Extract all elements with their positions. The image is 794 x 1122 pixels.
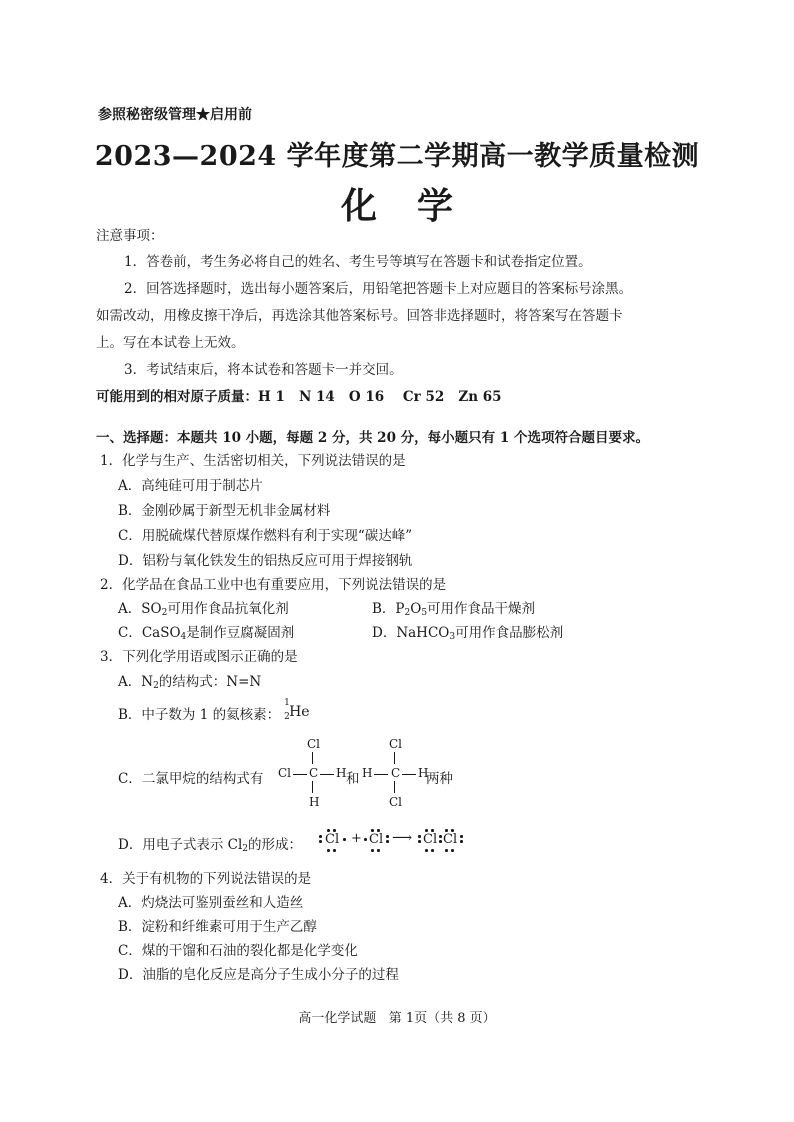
q1-stem: 1．化学与生产、生活密切相关，下列说法错误的是 [100,453,406,469]
q3-stem: 3．下列化学用语或图示正确的是 [100,649,298,665]
q3-option-c-and: 和 [346,771,360,787]
secret-label: 参照秘密级管理★启用前 [98,107,252,123]
q4-option-d: D．油脂的皂化反应是高分子生成小分子的过程 [118,967,399,983]
section-1-heading: 一、选择题：本题共 10 小题，每题 2 分，共 20 分，每小题只有 1 个选项符合题目要求。 [96,430,649,446]
q4-stem: 4．关于有机物的下列说法错误的是 [100,871,312,887]
notice-item-2-line-1: 2．回答选择题时，选出每小题答案后，用铅笔把答题卡上对应题目的答案标号涂黑。 [124,281,633,297]
dichloromethane-structure-1: Cl Cl C H H [278,737,347,809]
notice-item-3: 3．考试结束后，将本试卷和答题卡一并交回。 [124,362,403,378]
atomic-masses-label: 可能用到的相对原子质量： [96,389,258,405]
q1-option-a: A．高纯硅可用于制芯片 [118,478,263,494]
q1-option-d: D．铝粉与氧化铁发生的铝热反应可用于焊接钢轨 [118,553,413,569]
dichloromethane-structure-2: Cl H C H Cl [362,737,429,809]
q4-option-a: A．灼烧法可鉴别蚕丝和人造丝 [118,895,304,911]
notice-title: 注意事项： [96,228,164,244]
q3-option-b: B．中子数为 1 的氦核素： 1 2 He [118,698,310,723]
atomic-masses-values: H 1 N 14 O 16 Cr 52 Zn 65 [258,389,502,405]
q2-option-d: D．NaHCO$_3$可用作食品膨松剂 [372,625,564,642]
helium-nuclide: 1 2 He [284,698,310,722]
notice-item-1: 1．答卷前，考生务必将自己的姓名、考生号等填写在答题卡和试卷指定位置。 [124,254,592,270]
page-footer: 高一化学试题 第 1页（共 8 页） [298,1011,496,1026]
q2-option-c: C．CaSO$_4$是制作豆腐凝固剂 [118,625,295,642]
q1-option-b: B．金刚砂属于新型无机非金属材料 [118,503,331,519]
q2-option-a: A．$SO_2$可用作食品抗氧化剂 [118,601,289,618]
notice-item-2-line-2: 如需改动，用橡皮擦干净后，再选涂其他答案标号。回答非选择题时，将答案写在答题卡 [96,308,623,324]
notice-item-2-line-3: 上。写在本试卷上无效。 [96,335,245,351]
q4-option-b: B．淀粉和纤维素可用于生产乙醇 [118,919,317,935]
q3-option-c-label: C．二氯甲烷的结构式有 [118,771,264,787]
q3-option-d-label: D．用电子式表示 $Cl_2$的形成： [118,837,302,854]
q4-option-c: C．煤的干馏和石油的裂化都是化学变化 [118,943,358,959]
exam-title: 2023—2024 学年度第二学期高一教学质量检测 [94,141,700,172]
atomic-masses [96,385,502,405]
q3-option-a: A．$N_2$的结构式：N=N [118,674,262,691]
q2-option-b: B．$P_2O_5$可用作食品干燥剂 [372,601,536,618]
q2-stem: 2．化学品在食品工业中也有重要应用，下列说法错误的是 [100,577,447,593]
subject-title: 化学 [340,185,493,227]
q1-option-c: C．用脱硫煤代替原煤作燃料有利于实现“碳达峰” [118,528,413,544]
q3-option-c-two-kinds: 两种 [426,771,453,787]
chlorine-electron-dot-formation: Cl + Cl ⟶ Cl Cl [318,826,478,856]
